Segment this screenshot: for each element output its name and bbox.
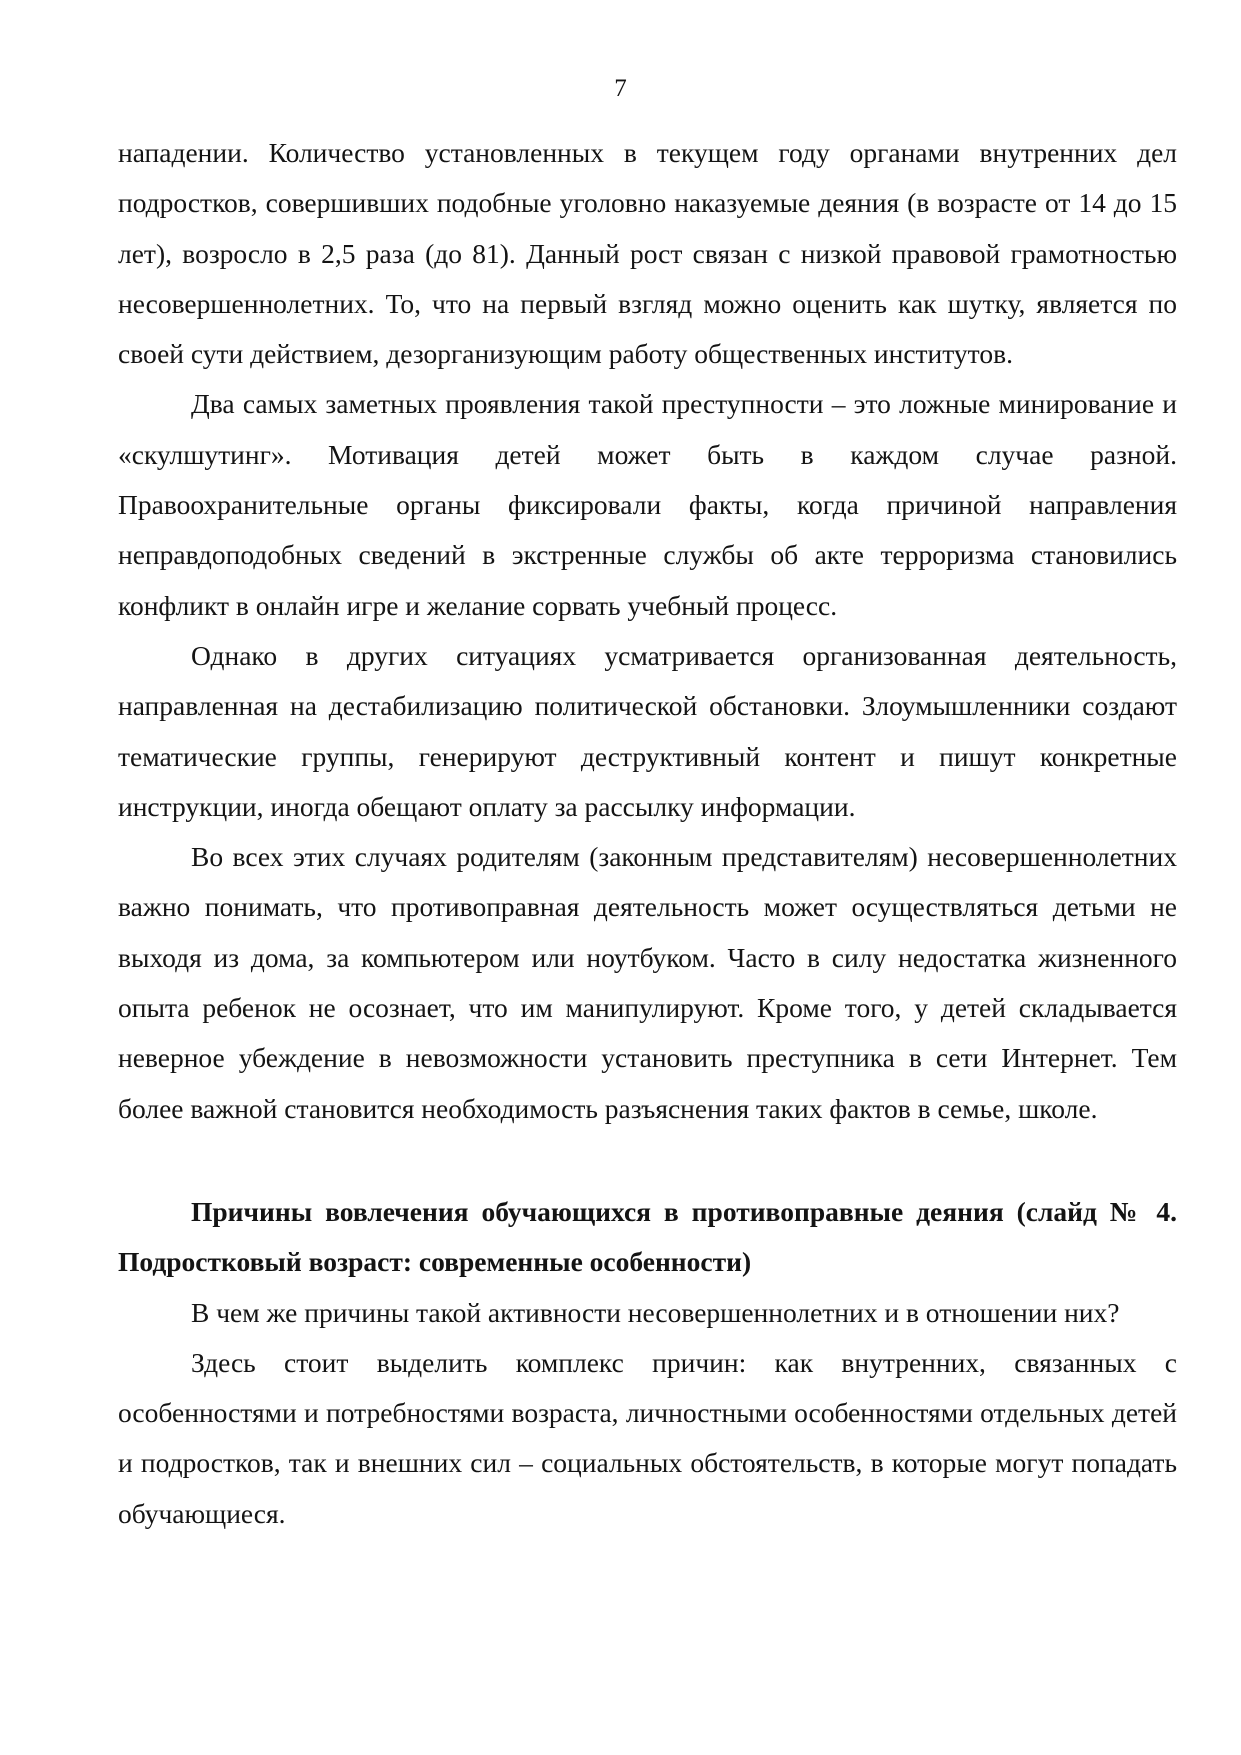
- paragraph-false-threats: Два самых заметных проявления такой преступности – это ложные минирование и «скулшутинг». Мотивация детей может быть в каждом случае разной. Правоохранительные органы фиксировали факты, когда причиной направления неправдоподобных сведений в экстренные службы об акте терроризма становились конфликт в онлайн игре и желание сорвать учебный процесс.: [118, 388, 1177, 621]
- page-number: 7: [614, 75, 627, 102]
- paragraph-question: В чем же причины такой активности несовершеннолетних и в отношении них?: [191, 1296, 1120, 1328]
- page-body: [118, 128, 1177, 1539]
- paragraph-organized-activity: Однако в других ситуациях усматривается организованная деятельность, направленная на дестабилизацию политической обстановки. Злоумышленники создают тематические группы, генерируют деструктивный контент и пишут конкретные инструкции, иногда обещают оплату за рассылку информации.: [118, 639, 1177, 822]
- section-heading: Причины вовлечения обучающихся в противоправные деяния (слайд № 4. Подростковый возраст: современные особенности): [118, 1195, 1177, 1278]
- paragraph-continuation: нападении. Количество установленных в текущем году органами внутренних дел подростков, совершивших подобные уголовно наказуемые деяния (в возрасте от 14 до 15 лет), возросло в 2,5 раза (до 81). Данный рост связан с низкой правовой грамотностью несовершеннолетних. То, что на первый взгляд можно оценить как шутку, является по своей сути действием, дезорганизующим работу общественных институтов.: [118, 137, 1177, 370]
- paragraph-causes: Здесь стоит выделить комплекс причин: как внутренних, связанных с особенностями и потребностями возраста, личностными особенностями отдельных детей и подростков, так и внешних сил – социальных обстоятельств, в которые могут попадать обучающиеся.: [118, 1346, 1177, 1529]
- paragraph-parents-awareness: Во всех этих случаях родителям (законным представителям) несовершеннолетних важно понимать, что противоправная деятельность может осуществляться детьми не выходя из дома, за компьютером или ноутбуком. Часто в силу недостатка жизненного опыта ребенок не осознает, что им манипулируют. Кроме того, у детей складывается неверное убеждение в невозможности установить преступника в сети Интернет. Тем более важной становится необходимость разъяснения таких фактов в семье, школе.: [118, 841, 1177, 1124]
